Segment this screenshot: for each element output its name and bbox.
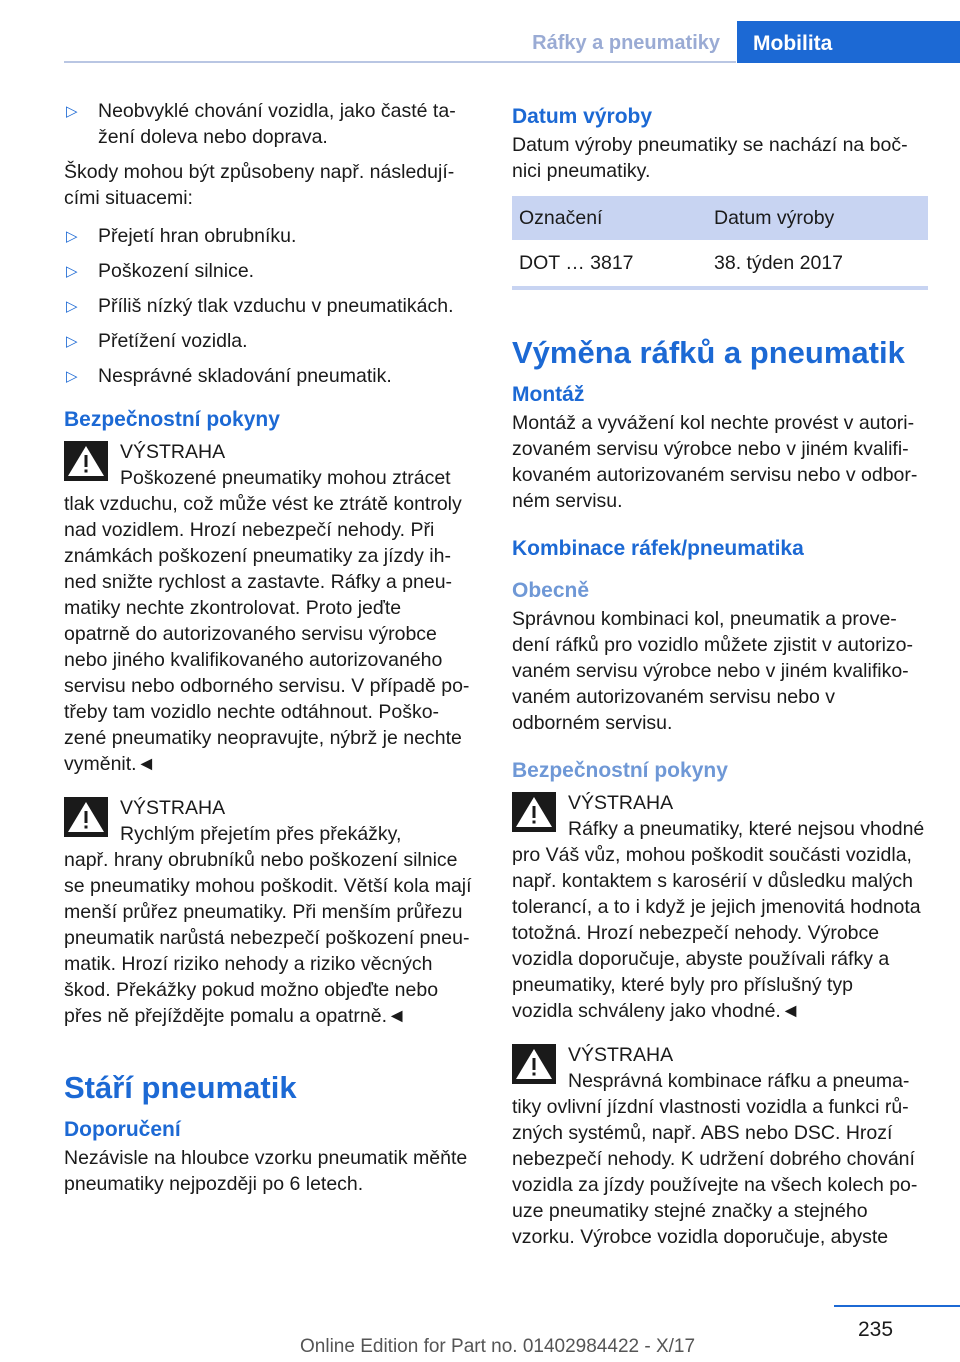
- breadcrumb[interactable]: Ráfky a pneumatiky: [532, 32, 720, 54]
- left-column: [64, 98, 482, 1209]
- list-item: [64, 293, 482, 319]
- recommendation-text: Nezávisle na hloubce vzorku pneumatik měňte pneumatiky nejpozději po 6 letech.: [64, 1147, 468, 1195]
- warning-title: VÝSTRAHA: [120, 797, 226, 819]
- table-cell: DOT … 3817: [512, 240, 707, 288]
- triangle-bullet-icon: ▷: [66, 263, 78, 280]
- warning-text: tiky ovlivní jízdní vlastnosti vozidla a funkci rů- zných systémů, např. ABS nebo DSC. Hrozí nebezpečí nehody. K udržení dobrého chování vozidla za jízdy používejte na všech kolech po- uze pneumatiky stejné značky a stejného vzorku. Výrobce vozidla doporučuje, abyste: [512, 1096, 918, 1248]
- list-item: [64, 258, 482, 284]
- warning-block: [512, 790, 928, 1024]
- table-cell: 38. týden 2017: [707, 240, 928, 288]
- list-item-text: Poškození silnice.: [98, 260, 255, 282]
- warning-text-first: Ráfky a pneumatiky, které nejsou vhodné: [568, 818, 925, 840]
- triangle-bullet-icon: ▷: [66, 103, 78, 120]
- warning-text-first: Rychlým přejetím přes překážky,: [120, 823, 402, 845]
- warning-block: [512, 1042, 928, 1250]
- page-number: 235: [858, 1318, 894, 1341]
- header-rule: [64, 61, 736, 63]
- tab-mobilita[interactable]: Mobilita: [737, 21, 960, 63]
- wheel-change-heading: Výměna ráfků a pneumatik: [512, 335, 905, 370]
- footer-rule: [834, 1305, 960, 1307]
- edition-note: Online Edition for Part no. 01402984422 - X/17: [300, 1336, 696, 1357]
- warning-text-first: Nesprávná kombinace ráfku a pneuma-: [568, 1070, 910, 1092]
- list-item-text: Přejetí hran obrubníku.: [98, 225, 297, 247]
- combination-heading: Kombinace ráfek/pneumatika: [512, 537, 804, 560]
- list-item-text: Nesprávné skladování pneumatik.: [98, 365, 392, 387]
- triangle-bullet-icon: ▷: [66, 333, 78, 350]
- warning-title: VÝSTRAHA: [568, 792, 674, 814]
- warning-triangle-icon: [512, 1044, 556, 1084]
- list-item: [64, 98, 482, 150]
- warning-triangle-icon: [64, 441, 108, 481]
- warning-title: VÝSTRAHA: [568, 1044, 674, 1066]
- intro-text: Škody mohou být způsobeny např. následují- cími situacemi:: [64, 161, 455, 209]
- table-row: [512, 240, 928, 288]
- bullet-list: [64, 223, 482, 389]
- general-heading: Obecně: [512, 579, 590, 602]
- production-date-heading: Datum výroby: [512, 105, 653, 128]
- triangle-bullet-icon: ▷: [66, 228, 78, 245]
- general-text: Správnou kombinaci kol, pneumatik a prove- dení ráfků pro vozidlo můžete zjistit v autorizo- vaném servisu výrobce nebo v jiném kvalifiko- vaném autorizovaném servisu nebo v odborném servisu.: [512, 608, 914, 734]
- warning-text: tlak vzduchu, což může vést ke ztrátě kontroly nad vozidlem. Hrozí nebezpečí nehody. Při známkách poškození pneumatiky za jízdy ih- ned snižte rychlost a zastavte. Ráfky a pneu- matiky nechte zkontrolovat. Proto jeďte opatrně do autorizovaného servisu výrobce nebo jiného kvalifikovaného autorizovaného servisu nebo odborného servisu. V případě po- třeby tam vozidlo nechte odtáhnout. Poško- zené pneumatiky neopravujte, nýbrž je nechte vyměnit.◄: [64, 493, 470, 775]
- recommendation-heading: Doporučení: [64, 1118, 181, 1141]
- warning-triangle-icon: [64, 797, 108, 837]
- warning-block: [64, 439, 482, 777]
- list-item-text: Příliš nízký tlak vzduchu v pneumatikách.: [98, 295, 454, 317]
- warning-block: [64, 795, 482, 1029]
- warning-title: VÝSTRAHA: [120, 441, 226, 463]
- right-column: [512, 98, 928, 1264]
- page-header: [0, 0, 960, 62]
- production-date-text: Datum výroby pneumatiky se nachází na boč- nici pneumatiky.: [512, 134, 908, 182]
- mounting-text: Montáž a vyvážení kol nechte provést v autori- zovaném servisu výrobce nebo v jiném kvalifi- kovaném autorizovaném servisu nebo v odbor- ném servisu.: [512, 412, 918, 512]
- warning-triangle-icon: [512, 792, 556, 832]
- table-header: Datum výroby: [707, 196, 928, 240]
- safety-heading: Bezpečnostní pokyny: [512, 759, 728, 782]
- warning-text: např. hrany obrubníků nebo poškození silnice se pneumatiky mohou poškodit. Větší kola mají menší průřez pneumatiky. Při menším průřezu pneumatik narůstá nebezpečí poškození pneu- matik. Hrozí riziko nehody a riziko věcných škod. Překážky pokud možno objeďte nebo přes ně přejíždějte pomalu a opatrně.◄: [64, 849, 472, 1027]
- bullet-list-top: [64, 98, 482, 150]
- list-item: [64, 328, 482, 354]
- table-header: Označení: [512, 196, 707, 240]
- safety-heading: Bezpečnostní pokyny: [64, 408, 280, 431]
- list-item: [64, 223, 482, 249]
- list-item-text: Přetížení vozidla.: [98, 330, 248, 352]
- mounting-heading: Montáž: [512, 383, 585, 406]
- triangle-bullet-icon: ▷: [66, 298, 78, 315]
- warning-text: pro Váš vůz, mohou poškodit součásti vozidla, např. kontaktem s karosérií v důsledku malých tolerancí, a to i když je jejich jmenovitá hodnota totožná. Hrozí nebezpečí nehody. Výrobce vozidla doporučuje, abyste používali ráfky a pneumatiky, které byly pro příslušný typ vozidla schváleny jako vhodné.◄: [512, 844, 921, 1022]
- production-date-table: [512, 196, 928, 290]
- warning-text-first: Poškozené pneumatiky mohou ztrácet: [120, 467, 451, 489]
- triangle-bullet-icon: ▷: [66, 368, 78, 385]
- list-item: [64, 363, 482, 389]
- list-item-text: Neobvyklé chování vozidla, jako časté ta- žení doleva nebo doprava.: [98, 100, 456, 148]
- tire-age-heading: Stáří pneumatik: [64, 1070, 297, 1105]
